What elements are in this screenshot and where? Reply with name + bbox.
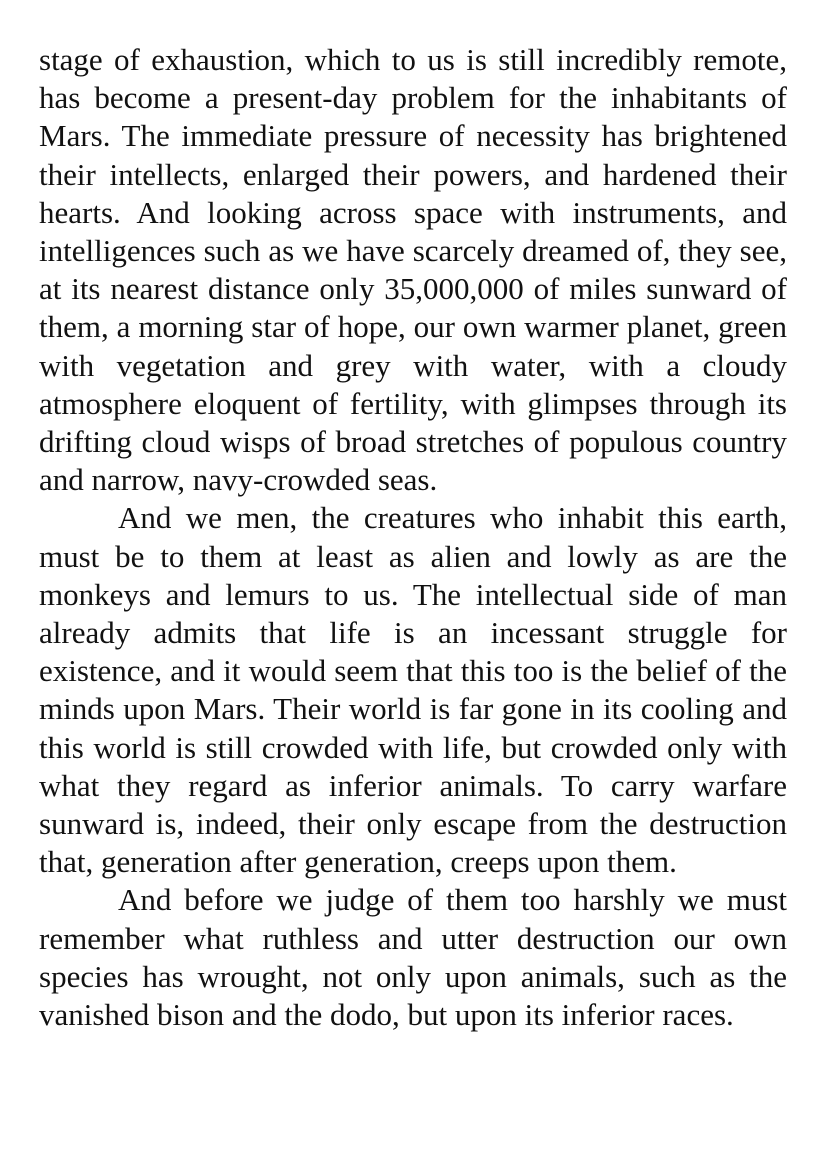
document-page (39, 41, 787, 1034)
paragraph-1: stage of exhaustion, which to us is still incredibly remote, has become a present-day problem for the inhabitants of Mars. The immediate pressure of necessity has brightened their intellects, enlarged their powers, and hardened their hearts. And looking across space with instruments, and intelligences such as we have scarcely dreamed of, they see, at its nearest distance only 35,000,000 of miles sunward of them, a morning star of hope, our own warmer planet, green with vegetation and grey with water, with a cloudy atmosphere eloquent of fertility, with glimpses through its drifting cloud wisps of broad stretches of populous country and narrow, navy-crowded seas. (39, 42, 787, 498)
paragraph-3: And before we judge of them too harshly we must remember what ruthless and utter destruction our own species has wrought, not only upon animals, such as the vanished bison and the dodo, but upon its inferior races. (39, 882, 787, 1033)
paragraph-2: And we men, the creatures who inhabit this earth, must be to them at least as alien and lowly as are the monkeys and lemurs to us. The intellectual side of man already admits that life is an incessant struggle for existence, and it would seem that this too is the belief of the minds upon Mars. Their world is far gone in its cooling and this world is still crowded with life, but crowded only with what they regard as inferior animals. To carry warfare sunward is, indeed, their only escape from the destruction that, generation after generation, creeps upon them. (39, 500, 787, 880)
